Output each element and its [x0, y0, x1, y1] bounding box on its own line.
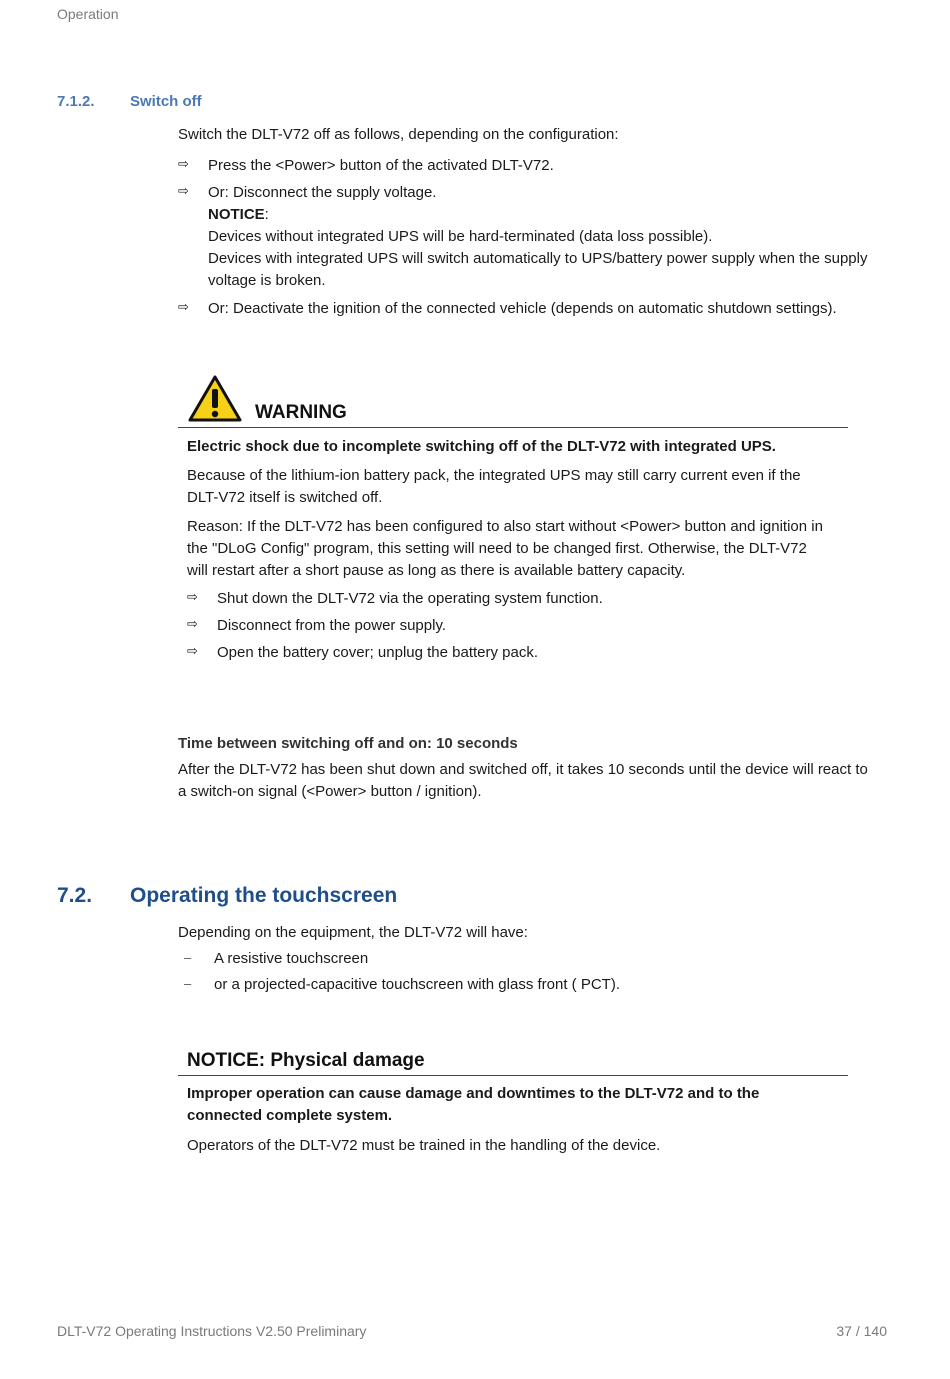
intro-text: Switch the DLT-V72 off as follows, depending on the configuration:	[178, 126, 619, 143]
list-item: A resistive touchscreen	[214, 950, 369, 967]
list-item: or a projected-capacitive touchscreen with glass front ( PCT).	[214, 976, 621, 993]
footer-doc-title: DLT-V72 Operating Instructions V2.50 Preliminary	[57, 1323, 367, 1339]
notice-line: Devices with integrated UPS will switch automatically to UPS/battery power supply when the supply	[208, 250, 868, 267]
notice-label: NOTICE	[208, 206, 265, 223]
step-text: Or: Deactivate the ignition of the connected vehicle (depends on automatic shutdown settings).	[208, 300, 837, 317]
warning-text: Because of the lithium-ion battery pack, the integrated UPS may still carry current even if the	[187, 467, 801, 484]
intro-text: Depending on the equipment, the DLT-V72 will have:	[178, 924, 528, 941]
notice-line: Devices without integrated UPS will be hard-terminated (data loss possible).	[208, 228, 713, 245]
warning-title: WARNING	[255, 402, 347, 423]
arrow-right-outline-icon: ⇨	[178, 156, 189, 171]
section-title: Switch off	[130, 93, 202, 110]
warning-step: Shut down the DLT-V72 via the operating system function.	[217, 590, 603, 607]
warning-divider	[178, 427, 848, 428]
notice-divider	[178, 1075, 848, 1076]
step-text: Or: Disconnect the supply voltage.	[208, 184, 437, 201]
warning-text: the "DLoG Config" program, this setting will need to be changed first. Otherwise, the DLT-V72	[187, 540, 807, 557]
warning-step: Open the battery cover; unplug the battery pack.	[217, 644, 539, 661]
section-title: Operating the touchscreen	[130, 884, 398, 907]
list-dash: –	[184, 950, 192, 965]
notice-headline: Improper operation can cause damage and downtimes to the DLT-V72 and to the	[187, 1085, 760, 1102]
arrow-right-outline-icon: ⇨	[178, 183, 189, 198]
notice-line: voltage is broken.	[208, 272, 326, 289]
arrow-right-outline-icon: ⇨	[187, 589, 198, 604]
warning-text: Reason: If the DLT-V72 has been configured to also start without <Power> button and ignition in	[187, 518, 823, 535]
running-header: Operation	[57, 6, 119, 22]
arrow-right-outline-icon: ⇨	[178, 299, 189, 314]
notice-colon: :	[264, 206, 269, 223]
notice-title: NOTICE: Physical damage	[187, 1050, 425, 1071]
section-number: 7.1.2.	[57, 93, 95, 110]
notice-text: Operators of the DLT-V72 must be trained in the handling of the device.	[187, 1137, 661, 1154]
warning-triangle-icon	[187, 374, 243, 424]
page-number: 37 / 140	[836, 1323, 887, 1339]
notice-inline	[208, 204, 269, 226]
warning-headline: Electric shock due to incomplete switching off of the DLT-V72 with integrated UPS.	[187, 438, 776, 455]
step-text: Press the <Power> button of the activated DLT-V72.	[208, 157, 554, 174]
list-dash: –	[184, 976, 192, 991]
section-number: 7.2.	[57, 884, 93, 907]
warning-text: DLT-V72 itself is switched off.	[187, 489, 383, 506]
timing-text: After the DLT-V72 has been shut down and switched off, it takes 10 seconds until the device will react to	[178, 761, 868, 778]
arrow-right-outline-icon: ⇨	[187, 643, 198, 658]
arrow-right-outline-icon: ⇨	[187, 616, 198, 631]
timing-text: a switch-on signal (<Power> button / ignition).	[178, 783, 482, 800]
warning-step: Disconnect from the power supply.	[217, 617, 446, 634]
timing-heading: Time between switching off and on: 10 seconds	[178, 735, 518, 752]
warning-text: will restart after a short pause as long as there is available battery capacity.	[187, 562, 686, 579]
notice-headline: connected complete system.	[187, 1107, 393, 1124]
